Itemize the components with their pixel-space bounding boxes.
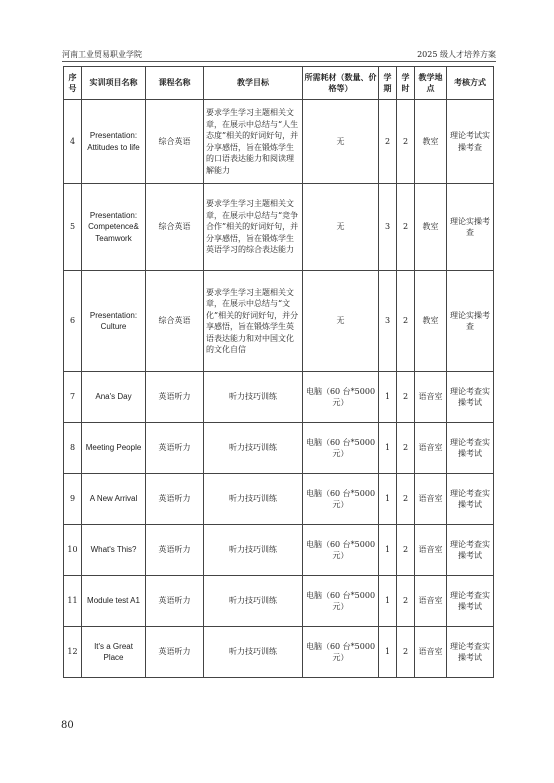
cell-semester: 1 xyxy=(379,423,397,474)
cell-semester: 1 xyxy=(379,525,397,576)
cell-location: 教室 xyxy=(415,100,447,184)
cell-assessment: 理论考试实操考查 xyxy=(447,100,494,184)
cell-goal: 听力技巧训练 xyxy=(204,627,303,678)
cell-course: 综合英语 xyxy=(146,271,204,372)
cell-semester: 1 xyxy=(379,372,397,423)
cell-materials: 无 xyxy=(303,184,379,271)
cell-course: 综合英语 xyxy=(146,100,204,184)
cell-assessment: 理论考查实操考试 xyxy=(447,474,494,525)
cell-no: 4 xyxy=(64,100,82,184)
table-row xyxy=(64,372,494,423)
cell-hours: 2 xyxy=(397,271,415,372)
col-header-semester: 学期 xyxy=(379,67,397,100)
cell-assessment: 理论考查实操考试 xyxy=(447,525,494,576)
cell-no: 12 xyxy=(64,627,82,678)
cell-course: 英语听力 xyxy=(146,525,204,576)
cell-materials: 无 xyxy=(303,100,379,184)
cell-hours: 2 xyxy=(397,184,415,271)
cell-project: Module test A1 xyxy=(82,576,146,627)
table-row xyxy=(64,100,494,184)
cell-materials: 无 xyxy=(303,271,379,372)
cell-goal: 要求学生学习主题相关文章，在展示中总结与“人生态度”相关的好词好句，并分享感悟，旨在锻炼学生的口语表达能力和阅读理解能力 xyxy=(204,100,303,184)
cell-hours: 2 xyxy=(397,627,415,678)
cell-materials: 电脑（60 台*5000 元） xyxy=(303,423,379,474)
col-header-no: 序号 xyxy=(64,67,82,100)
cell-no: 7 xyxy=(64,372,82,423)
col-header-goal: 教学目标 xyxy=(204,67,303,100)
cell-course: 英语听力 xyxy=(146,576,204,627)
cell-location: 语音室 xyxy=(415,576,447,627)
running-header xyxy=(62,47,496,62)
cell-hours: 2 xyxy=(397,525,415,576)
table-row xyxy=(64,184,494,271)
cell-assessment: 理论考查实操考试 xyxy=(447,627,494,678)
cell-goal: 听力技巧训练 xyxy=(204,372,303,423)
header-school-name: 河南工业贸易职业学院 xyxy=(62,49,142,59)
table-row xyxy=(64,627,494,678)
cell-location: 语音室 xyxy=(415,423,447,474)
cell-assessment: 理论实操考查 xyxy=(447,184,494,271)
cell-goal: 听力技巧训练 xyxy=(204,423,303,474)
cell-location: 语音室 xyxy=(415,474,447,525)
col-header-project: 实训项目名称 xyxy=(82,67,146,100)
cell-no: 6 xyxy=(64,271,82,372)
cell-semester: 3 xyxy=(379,271,397,372)
cell-no: 9 xyxy=(64,474,82,525)
cell-hours: 2 xyxy=(397,100,415,184)
col-header-location: 教学地点 xyxy=(415,67,447,100)
cell-materials: 电脑（60 台*5000 元） xyxy=(303,474,379,525)
cell-materials: 电脑（60 台*5000 元） xyxy=(303,372,379,423)
table-header-row xyxy=(64,67,494,100)
table-row xyxy=(64,525,494,576)
cell-course: 综合英语 xyxy=(146,184,204,271)
cell-course: 英语听力 xyxy=(146,372,204,423)
cell-location: 教室 xyxy=(415,271,447,372)
cell-materials: 电脑（60 台*5000 元） xyxy=(303,525,379,576)
table-row xyxy=(64,474,494,525)
cell-no: 5 xyxy=(64,184,82,271)
col-header-assessment: 考核方式 xyxy=(447,67,494,100)
training-table xyxy=(63,66,494,678)
cell-project: Ana's Day xyxy=(82,372,146,423)
cell-project: It's a Great Place xyxy=(82,627,146,678)
cell-assessment: 理论实操考查 xyxy=(447,271,494,372)
cell-hours: 2 xyxy=(397,372,415,423)
cell-semester: 2 xyxy=(379,100,397,184)
cell-semester: 1 xyxy=(379,627,397,678)
cell-no: 10 xyxy=(64,525,82,576)
cell-goal: 要求学生学习主题相关文章，在展示中总结与“竞争合作”相关的好词好句，并分享感悟，旨在锻炼学生英语学习的综合表达能力 xyxy=(204,184,303,271)
cell-course: 英语听力 xyxy=(146,474,204,525)
col-header-hours: 学时 xyxy=(397,67,415,100)
cell-project: Meeting People xyxy=(82,423,146,474)
cell-course: 英语听力 xyxy=(146,423,204,474)
cell-assessment: 理论考查实操考试 xyxy=(447,576,494,627)
table-row xyxy=(64,423,494,474)
cell-location: 语音室 xyxy=(415,372,447,423)
cell-hours: 2 xyxy=(397,576,415,627)
cell-course: 英语听力 xyxy=(146,627,204,678)
cell-no: 8 xyxy=(64,423,82,474)
table-row xyxy=(64,576,494,627)
cell-assessment: 理论考查实操考试 xyxy=(447,372,494,423)
col-header-course: 课程名称 xyxy=(146,67,204,100)
cell-materials: 电脑（60 台*5000 元） xyxy=(303,627,379,678)
cell-goal: 听力技巧训练 xyxy=(204,474,303,525)
page-number: 80 xyxy=(61,720,74,731)
cell-project: Presentation: Competence& Teamwork xyxy=(82,184,146,271)
cell-hours: 2 xyxy=(397,423,415,474)
cell-location: 教室 xyxy=(415,184,447,271)
cell-semester: 3 xyxy=(379,184,397,271)
cell-goal: 要求学生学习主题相关文章，在展示中总结与“文化”相关的好词好句，并分享感悟，旨在锻炼学生英语表达能力和对中国文化的文化自信 xyxy=(204,271,303,372)
cell-project: Presentation: Attitudes to life xyxy=(82,100,146,184)
cell-goal: 听力技巧训练 xyxy=(204,576,303,627)
cell-location: 语音室 xyxy=(415,627,447,678)
table-row xyxy=(64,271,494,372)
cell-hours: 2 xyxy=(397,474,415,525)
cell-location: 语音室 xyxy=(415,525,447,576)
cell-semester: 1 xyxy=(379,474,397,525)
cell-goal: 听力技巧训练 xyxy=(204,525,303,576)
cell-project: What's This? xyxy=(82,525,146,576)
cell-materials: 电脑（60 台*5000 元） xyxy=(303,576,379,627)
cell-semester: 1 xyxy=(379,576,397,627)
header-doc-title: 2025 级人才培养方案 xyxy=(417,49,496,59)
col-header-materials: 所需耗材（数量、价格等） xyxy=(303,67,379,100)
cell-project: A New Arrival xyxy=(82,474,146,525)
cell-project: Presentation: Culture xyxy=(82,271,146,372)
cell-no: 11 xyxy=(64,576,82,627)
cell-assessment: 理论考查实操考试 xyxy=(447,423,494,474)
